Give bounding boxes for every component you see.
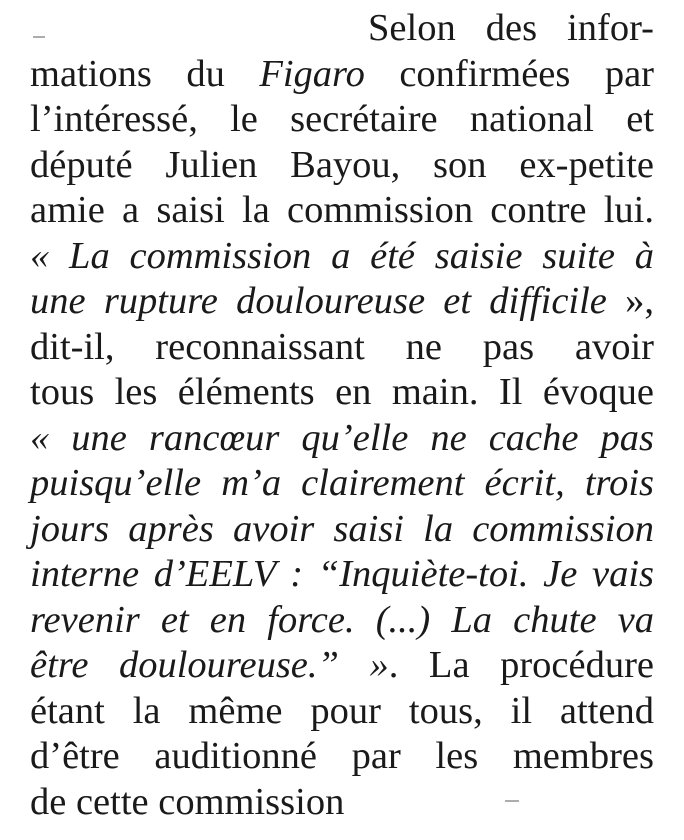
- text-segment: mations du: [30, 52, 260, 95]
- text-segment: l’intéressé, le secrétaire national et: [30, 98, 654, 140]
- italic-text-segment: jours après avoir saisi la commission: [30, 507, 654, 550]
- article-line: [30, 416, 654, 462]
- article-line: [30, 689, 654, 735]
- article-excerpt: [30, 6, 654, 825]
- text-segment: confirmées par: [364, 52, 654, 95]
- text-segment: »,: [606, 280, 654, 322]
- article-line: [30, 234, 654, 280]
- article-line: [30, 370, 654, 416]
- text-segment: de cette commission: [30, 780, 345, 823]
- text-segment: Selon des infor-: [368, 7, 654, 49]
- text-segment: dit-il, reconnaissant ne pas avoir: [30, 325, 654, 368]
- text-segment: . La procédure: [388, 644, 655, 686]
- italic-text-segment: revenir et en force. (...) La chute va: [30, 598, 654, 641]
- italic-text-segment: être douloureuse.” »: [30, 644, 389, 686]
- article-line: [30, 188, 654, 234]
- article-line: [30, 780, 654, 826]
- article-line: [30, 552, 654, 598]
- article-line: [30, 507, 654, 553]
- italic-text-segment: puisqu’elle m’a clairement écrit, trois: [30, 462, 654, 504]
- article-line: [30, 97, 654, 143]
- article-line: [30, 279, 654, 325]
- text-segment: amie a saisi la commission contre lui.: [30, 189, 654, 231]
- article-line: [30, 52, 654, 98]
- text-segment: étant la même pour tous, il attend: [30, 689, 654, 732]
- article-line: [30, 643, 654, 689]
- article-line: [30, 598, 654, 644]
- article-line: [30, 734, 654, 780]
- article-line: [30, 6, 654, 52]
- article-line: [30, 143, 654, 189]
- italic-text-segment: interne d’EELV : “Inquiète-toi. Je vais: [30, 553, 654, 595]
- article-line: [30, 461, 654, 507]
- article-line: [30, 325, 654, 371]
- text-segment: député Julien Bayou, son ex-petite: [30, 143, 654, 186]
- text-segment: tous les éléments en main. Il évoque: [30, 371, 654, 413]
- text-segment: d’être auditionné par les membres: [30, 735, 654, 777]
- italic-text-segment: « La commission a été saisie suite à: [30, 234, 654, 277]
- italic-text-segment: Figaro: [259, 52, 365, 95]
- italic-text-segment: « une rancœur qu’elle ne cache pas: [30, 416, 654, 459]
- italic-text-segment: une rupture douloureuse et difficile: [30, 280, 607, 322]
